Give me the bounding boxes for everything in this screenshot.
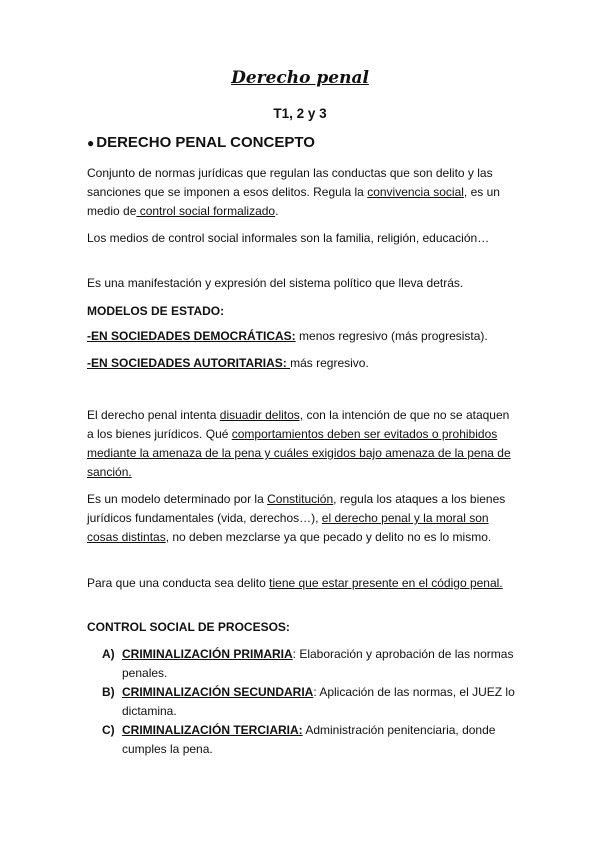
paragraph-constitucion xyxy=(87,490,517,547)
list-marker: A) xyxy=(102,647,115,661)
list-item-label: CRIMINALIZACIÓN PRIMARIA xyxy=(122,647,293,661)
section-heading-text: DERECHO PENAL CONCEPTO xyxy=(96,134,315,151)
list-item-text: : Aplicación de las normas, el JUEZ lo dictamina. xyxy=(122,685,515,718)
list-marker: C) xyxy=(102,723,115,737)
text-run: , es un medio de xyxy=(87,185,500,218)
text-run: , no deben mezclarse ya que pecado y delito no es lo mismo. xyxy=(165,530,492,544)
underlined-term: convivencia social xyxy=(367,185,464,199)
underlined-term: tiene que estar presente en el código penal. xyxy=(269,576,503,590)
criminalizacion-list xyxy=(102,645,520,759)
document-subtitle: T1, 2 y 3 xyxy=(273,106,327,121)
list-item xyxy=(102,721,520,759)
paragraph-codigo-penal xyxy=(87,574,517,593)
document-title: Derecho penal xyxy=(231,68,369,88)
list-item-body xyxy=(122,683,520,721)
modelo-autoritario xyxy=(87,354,517,373)
list-item-label: CRIMINALIZACIÓN TERCIARIA: xyxy=(122,723,303,737)
list-item-body xyxy=(122,721,520,759)
text-run: , regula los ataques a los bienes jurídicos fundamentales (vida, derechos…), xyxy=(87,492,506,525)
modelos-title: MODELOS DE ESTADO: xyxy=(87,304,225,318)
underlined-term: comportamientos deben ser evitados o prohibidos mediante la amenaza de la pena y cuáles exigidos bajo amenaza de la pena de sanción. xyxy=(87,427,511,479)
text-run: . xyxy=(275,204,279,218)
paragraph-disuadir xyxy=(87,406,517,482)
list-marker: B) xyxy=(102,685,115,699)
underlined-term: el derecho penal y la moral son cosas distintas xyxy=(87,511,489,544)
list-item-text: : Elaboración y aprobación de las normas penales. xyxy=(122,647,514,680)
bullet-icon: ● xyxy=(87,136,95,150)
text-run: Es un modelo determinado por la xyxy=(87,492,268,506)
paragraph-political-system: Es una manifestación y expresión del sistema político que lleva detrás. xyxy=(87,276,464,290)
section-heading xyxy=(87,134,315,151)
modelo-label: -EN SOCIEDADES AUTORITARIAS: xyxy=(87,356,291,370)
control-title: CONTROL SOCIAL DE PROCESOS: xyxy=(87,620,290,634)
list-item xyxy=(102,645,520,683)
underlined-term: Constitución xyxy=(267,492,334,506)
paragraph-definition xyxy=(87,164,517,221)
list-item xyxy=(102,683,520,721)
underlined-term: disuadir delitos, xyxy=(219,408,304,422)
text-run: Para que una conducta sea delito xyxy=(87,576,270,590)
modelo-text: menos regresivo (más progresista). xyxy=(295,329,488,343)
modelo-label: -EN SOCIEDADES DEMOCRÁTICAS: xyxy=(87,329,296,343)
list-item-text: Administración penitenciaria, donde cumples la pena. xyxy=(122,723,496,756)
text-run: El derecho penal intenta xyxy=(87,408,220,422)
list-item-label: CRIMINALIZACIÓN SECUNDARIA xyxy=(122,685,314,699)
paragraph-informal-control: Los medios de control social informales son la familia, religión, educación… xyxy=(87,231,490,245)
text-run: con la intención de que no se ataquen a los bienes jurídicos. Qué xyxy=(87,408,510,441)
underlined-term: control social formalizado xyxy=(136,204,276,218)
modelo-democratico xyxy=(87,327,517,346)
modelo-text: más regresivo. xyxy=(290,356,369,370)
text-run: Conjunto de normas jurídicas que regulan las conductas que son delito y las sanciones que se imponen a esos delitos. Regula la xyxy=(87,166,493,199)
list-item-body xyxy=(122,645,520,683)
